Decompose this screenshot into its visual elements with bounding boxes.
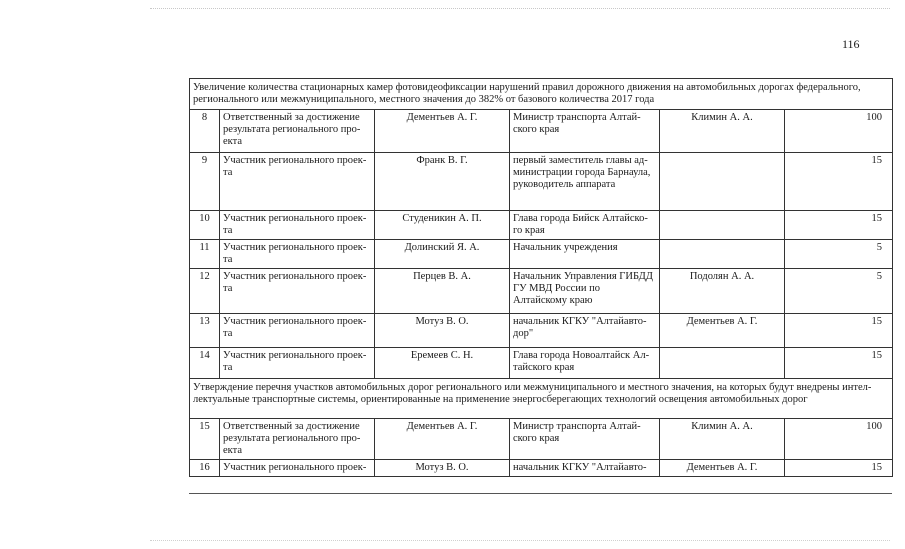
cell-num: 11 xyxy=(190,240,220,269)
cell-supervisor xyxy=(660,211,785,240)
cell-num: 14 xyxy=(190,348,220,379)
cell-position: первый заместитель главы ад-министрации города Барнаула, руководитель аппарата xyxy=(510,153,660,211)
cell-value: 5 xyxy=(785,240,893,269)
section-row xyxy=(190,379,893,419)
cell-position: Глава города Новоалтайск Ал-тайского края xyxy=(510,348,660,379)
cell-name: Долинский Я. А. xyxy=(375,240,510,269)
table-row xyxy=(190,419,893,460)
cell-value: 15 xyxy=(785,314,893,348)
cell-role: Участник регионального проек-та xyxy=(220,153,375,211)
section-title: Увеличение количества стационарных камер фотовидеофиксации нарушений правил дорожного движения на автомобильных дорогах федерального, регионального или межмуниципального, местного значения до 382% от базового количества 2017 года xyxy=(190,79,893,110)
cell-value: 15 xyxy=(785,153,893,211)
page-cutoff xyxy=(0,477,905,549)
cell-supervisor: Дементьев А. Г. xyxy=(660,460,785,477)
cell-name: Студеникин А. П. xyxy=(375,211,510,240)
cell-supervisor: Климин А. А. xyxy=(660,110,785,153)
cell-name: Дементьев А. Г. xyxy=(375,110,510,153)
section-row xyxy=(190,79,893,110)
cell-position: начальник КГКУ "Алтайавто- xyxy=(510,460,660,477)
cell-num: 12 xyxy=(190,269,220,314)
table-row xyxy=(190,314,893,348)
cell-value: 100 xyxy=(785,110,893,153)
cell-num: 8 xyxy=(190,110,220,153)
cell-supervisor: Климин А. А. xyxy=(660,419,785,460)
cell-role: Участник регионального проек-та xyxy=(220,240,375,269)
table-row xyxy=(190,348,893,379)
cell-position: Начальник учреждения xyxy=(510,240,660,269)
table-row xyxy=(190,240,893,269)
cell-role: Участник регионального проек-та xyxy=(220,314,375,348)
cell-position: Начальник Управления ГИБДД ГУ МВД России по Алтайскому краю xyxy=(510,269,660,314)
cell-position: Министр транспорта Алтай-ского края xyxy=(510,110,660,153)
scan-edge-bottom xyxy=(150,540,890,541)
scan-edge-top xyxy=(150,8,890,9)
cell-value: 5 xyxy=(785,269,893,314)
cell-position: Министр транспорта Алтай-ского края xyxy=(510,419,660,460)
cell-position: начальник КГКУ "Алтайавто-дор" xyxy=(510,314,660,348)
cell-name: Дементьев А. Г. xyxy=(375,419,510,460)
cell-name: Мотуз В. О. xyxy=(375,314,510,348)
cell-name: Мотуз В. О. xyxy=(375,460,510,477)
cell-supervisor: Дементьев А. Г. xyxy=(660,314,785,348)
cell-supervisor xyxy=(660,348,785,379)
table-row xyxy=(190,110,893,153)
cell-value: 15 xyxy=(785,211,893,240)
cell-num: 13 xyxy=(190,314,220,348)
cell-num: 9 xyxy=(190,153,220,211)
cell-value: 15 xyxy=(785,348,893,379)
cell-supervisor xyxy=(660,153,785,211)
table-row xyxy=(190,211,893,240)
cell-value: 100 xyxy=(785,419,893,460)
cell-name: Франк В. Г. xyxy=(375,153,510,211)
cell-role: Ответственный за достижение результата регионального про-екта xyxy=(220,419,375,460)
cell-role: Участник регионального проек- xyxy=(220,460,375,477)
cell-role: Участник регионального проек-та xyxy=(220,269,375,314)
cell-supervisor xyxy=(660,240,785,269)
cell-position: Глава города Бийск Алтайско-го края xyxy=(510,211,660,240)
page-number: 116 xyxy=(842,37,860,51)
cell-name: Перцев В. А. xyxy=(375,269,510,314)
cell-supervisor: Подолян А. А. xyxy=(660,269,785,314)
participants-table xyxy=(189,78,893,477)
cell-num: 10 xyxy=(190,211,220,240)
table-row xyxy=(190,153,893,211)
cell-value: 15 xyxy=(785,460,893,477)
bottom-rule xyxy=(189,493,892,494)
table-row xyxy=(190,269,893,314)
cell-name: Еремеев С. Н. xyxy=(375,348,510,379)
table-row xyxy=(190,460,893,477)
cell-num: 16 xyxy=(190,460,220,477)
cell-num: 15 xyxy=(190,419,220,460)
section-title: Утверждение перечня участков автомобильных дорог регионального или межмуниципального и местного значения, на которых будут внедрены интел-лектуальные транспортные системы, ориентированные на применение энергосберегающих технологий освещения автомобильных дорог xyxy=(190,379,893,419)
cell-role: Участник регионального проек-та xyxy=(220,211,375,240)
cell-role: Ответственный за достижение результата регионального про-екта xyxy=(220,110,375,153)
cell-role: Участник регионального проек-та xyxy=(220,348,375,379)
